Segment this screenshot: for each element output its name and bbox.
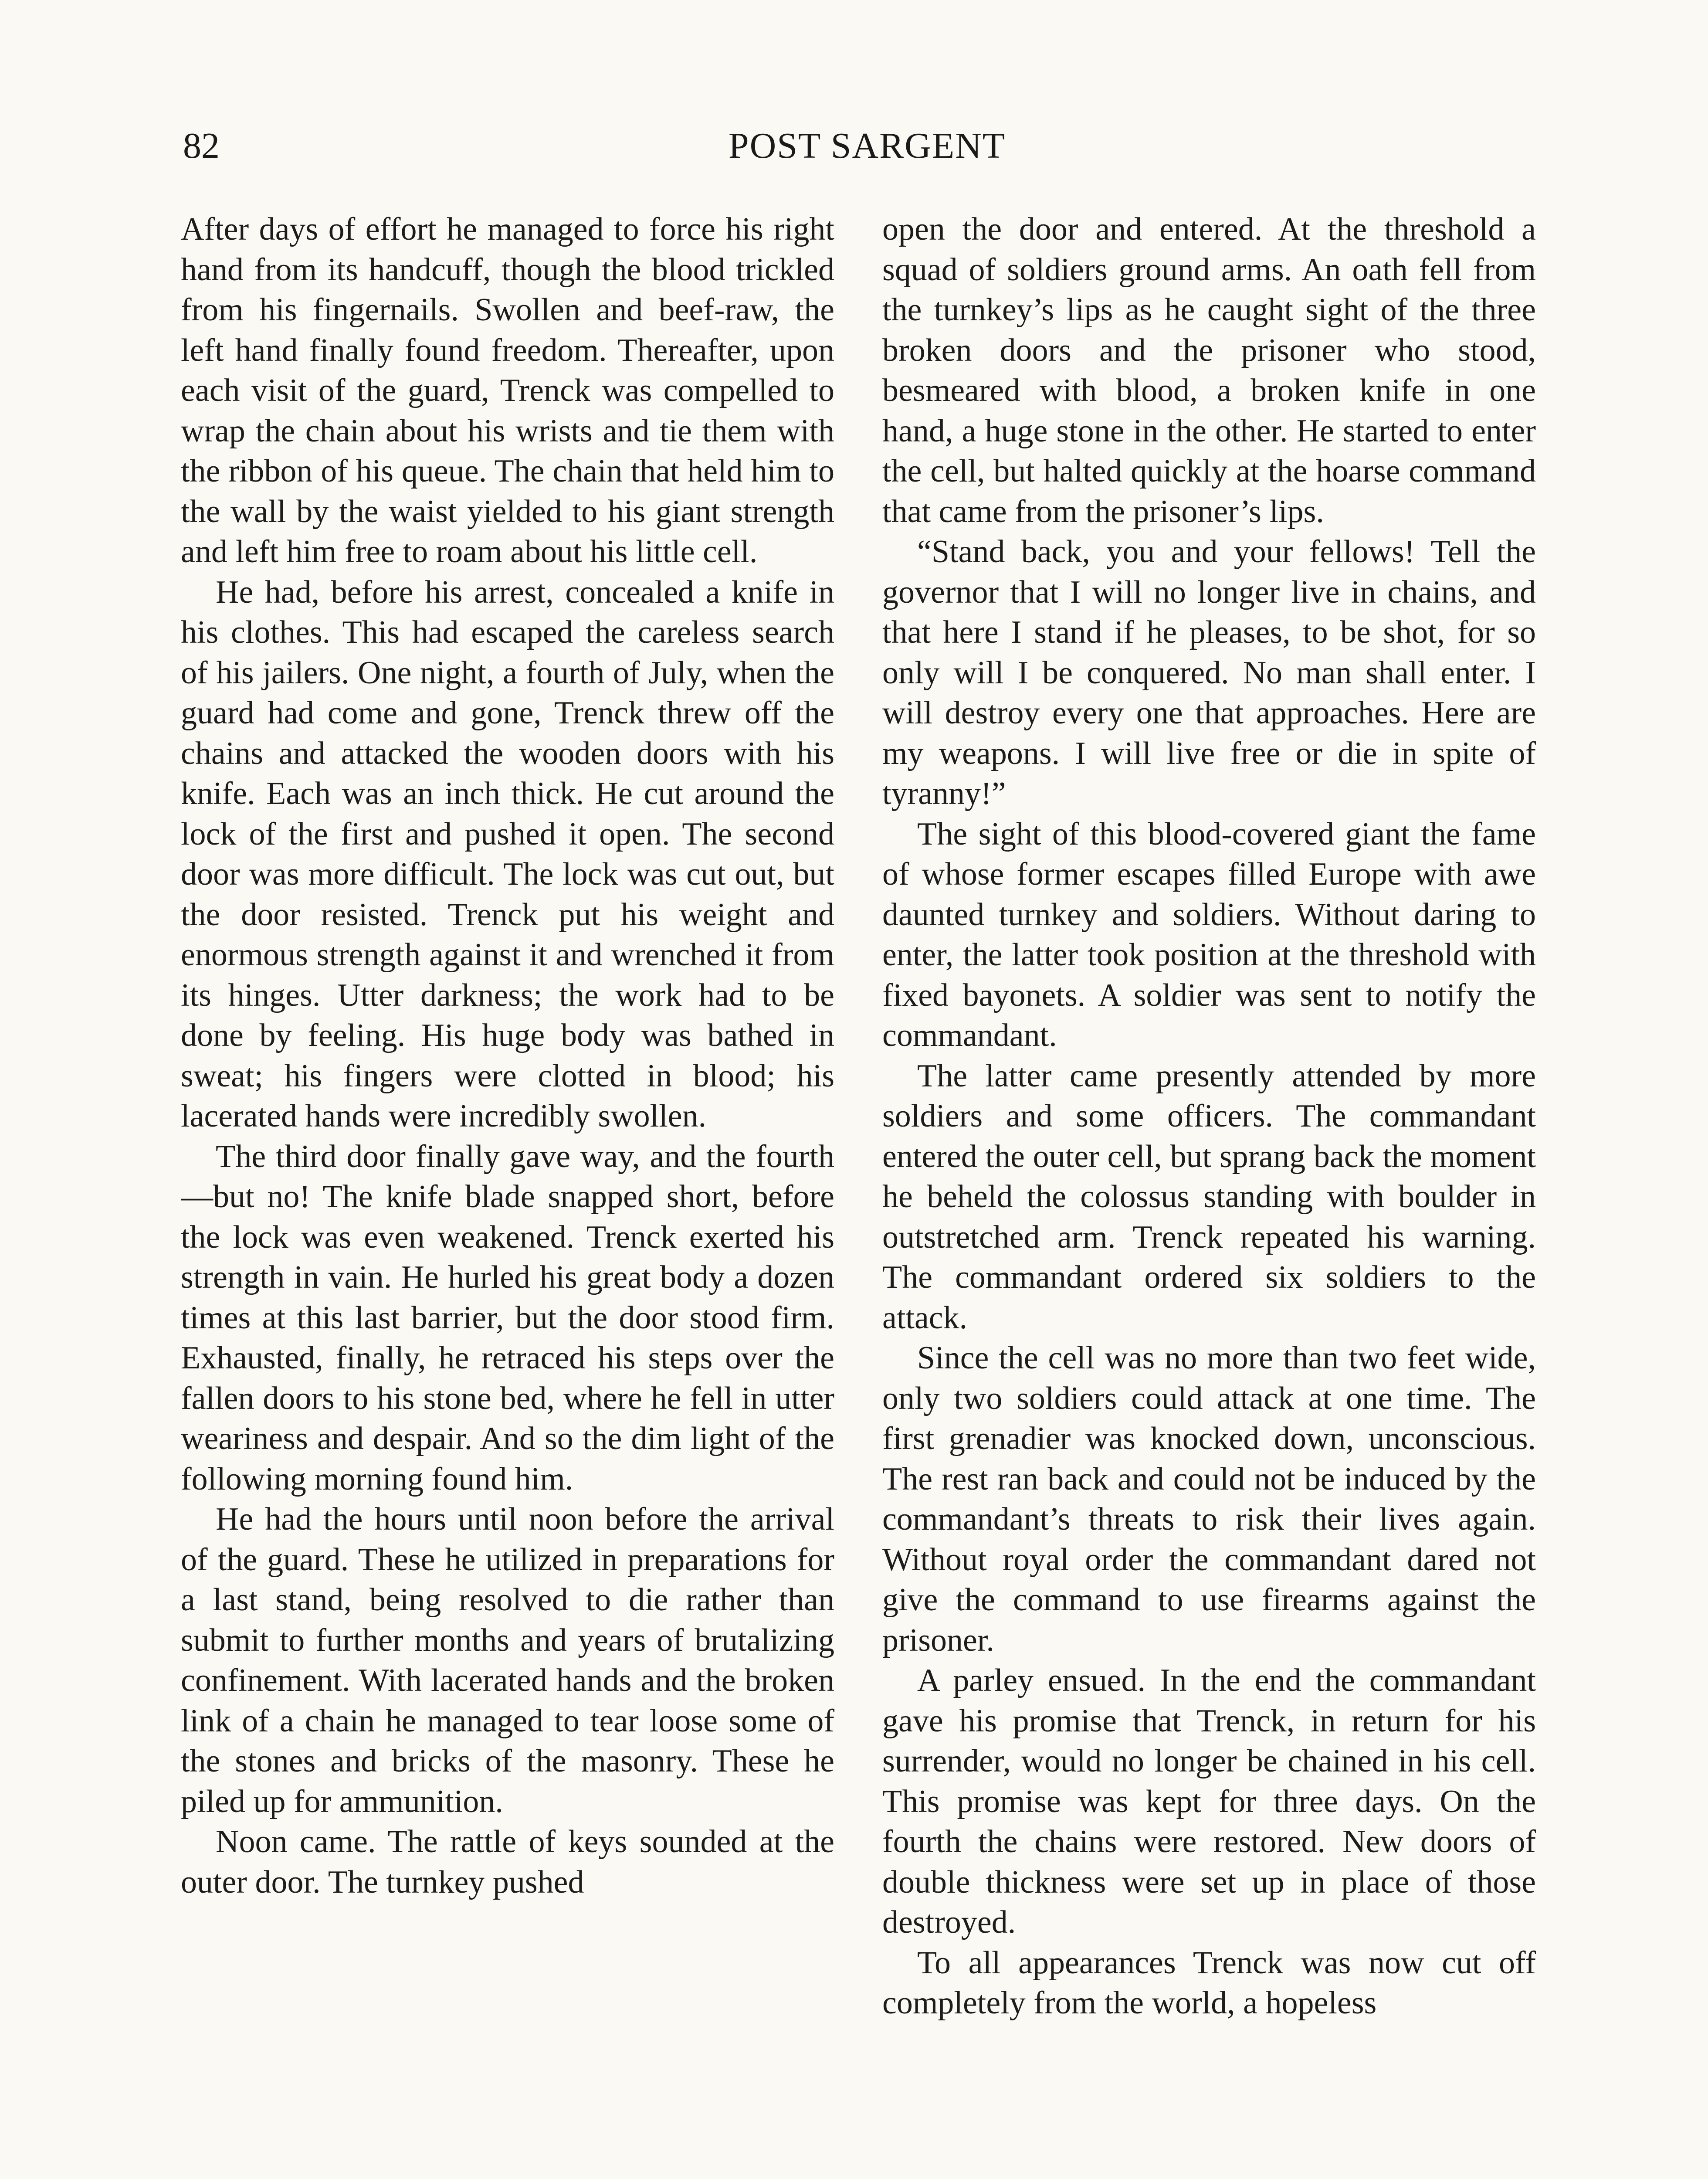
paragraph: Noon came. The rattle of keys sounded at the outer door. The turnkey pushed bbox=[181, 1824, 834, 1900]
paragraph: The sight of this blood-covered giant the fame of whose former escapes filled Europe with awe daunted turnkey and soldiers. Without daring to enter, the latter took position at the threshold with fixed bayonets. A soldier was sent to notify the commandant. bbox=[882, 816, 1536, 1053]
page-number: 82 bbox=[183, 126, 220, 166]
page-header bbox=[183, 122, 1551, 170]
paragraph: The latter came presently attended by more soldiers and some officers. The commandant entered the outer cell, but sprang back the moment he beheld the colossus standing with boulder in outstretched arm. Trenck repeated his warning. The commandant ordered six soldiers to the attack. bbox=[882, 1058, 1536, 1336]
paragraph: Since the cell was no more than two feet wide, only two soldiers could attack at one time. The first grenadier was knocked down, unconscious. The rest ran back and could not be induced by the commandant’s threats to risk their lives again. Without royal order the commandant dared not give the command to use firearms against the prisoner. bbox=[882, 1340, 1536, 1658]
running-head-title: POST SARGENT bbox=[728, 126, 1006, 166]
left-text-column bbox=[181, 209, 834, 2179]
paragraph: After days of effort he managed to force his right hand from its handcuff, though the blood trickled from his fingernails. Swollen and beef-raw, the left hand finally found freedom. Thereafter, upon each visit of the guard, Trenck was compelled to wrap the chain about his wrists and tie them with the ribbon of his queue. The chain that held him to the wall by the waist yielded to his giant strength and left him free to roam about his little cell. bbox=[181, 211, 834, 570]
paragraph: He had the hours until noon before the arrival of the guard. These he utilized in preparations for a last stand, being resolved to die rather than submit to further months and years of brutalizing confinement. With lacerated hands and the broken link of a chain he managed to tear loose some of the stones and bricks of the masonry. These he piled up for ammunition. bbox=[181, 1501, 834, 1819]
paragraph: The third door finally gave way, and the fourth—but no! The knife blade snapped short, before the lock was even weakened. Trenck exerted his strength in vain. He hurled his great body a dozen times at this last barrier, but the door stood firm. Exhausted, finally, he retraced his steps over the fallen doors to his stone bed, where he fell in utter weariness and despair. And so the dim light of the following morning found him. bbox=[181, 1138, 834, 1497]
paragraph: “Stand back, you and your fellows! Tell the governor that I will no longer live in chains, and that here I stand if he pleases, to be shot, for so only will I be conquered. No man shall enter. I will destroy every one that approaches. Here are my weapons. I will live free or die in spite of tyranny!” bbox=[882, 534, 1536, 811]
paragraph: open the door and entered. At the threshold a squad of soldiers ground arms. An oath fell from the turnkey’s lips as he caught sight of the three broken doors and the prisoner who stood, besmeared with blood, a broken knife in one hand, a huge stone in the other. He started to enter the cell, but halted quickly at the hoarse command that came from the prisoner’s lips. bbox=[882, 211, 1536, 529]
paragraph: He had, before his arrest, concealed a knife in his clothes. This had escaped the careless search of his jailers. One night, a fourth of July, when the guard had come and gone, Trenck threw off the chains and attacked the wooden doors with his knife. Each was an inch thick. He cut around the lock of the first and pushed it open. The second door was more difficult. The lock was cut out, but the door resisted. Trenck put his weight and enormous strength against it and wrenched it from its hinges. Utter darkness; the work had to be done by feeling. His huge body was bathed in sweat; his fingers were clotted in blood; his lacerated hands were incredibly swollen. bbox=[181, 574, 834, 1134]
paragraph: A parley ensued. In the end the commandant gave his promise that Trenck, in return for his surrender, would no longer be chained in his cell. This promise was kept for three days. On the fourth the chains were restored. New doors of double thickness were set up in place of those destroyed. bbox=[882, 1663, 1536, 1940]
right-text-column bbox=[882, 209, 1536, 2179]
paragraph: To all appearances Trenck was now cut off completely from the world, a hopeless bbox=[882, 1945, 1536, 2021]
